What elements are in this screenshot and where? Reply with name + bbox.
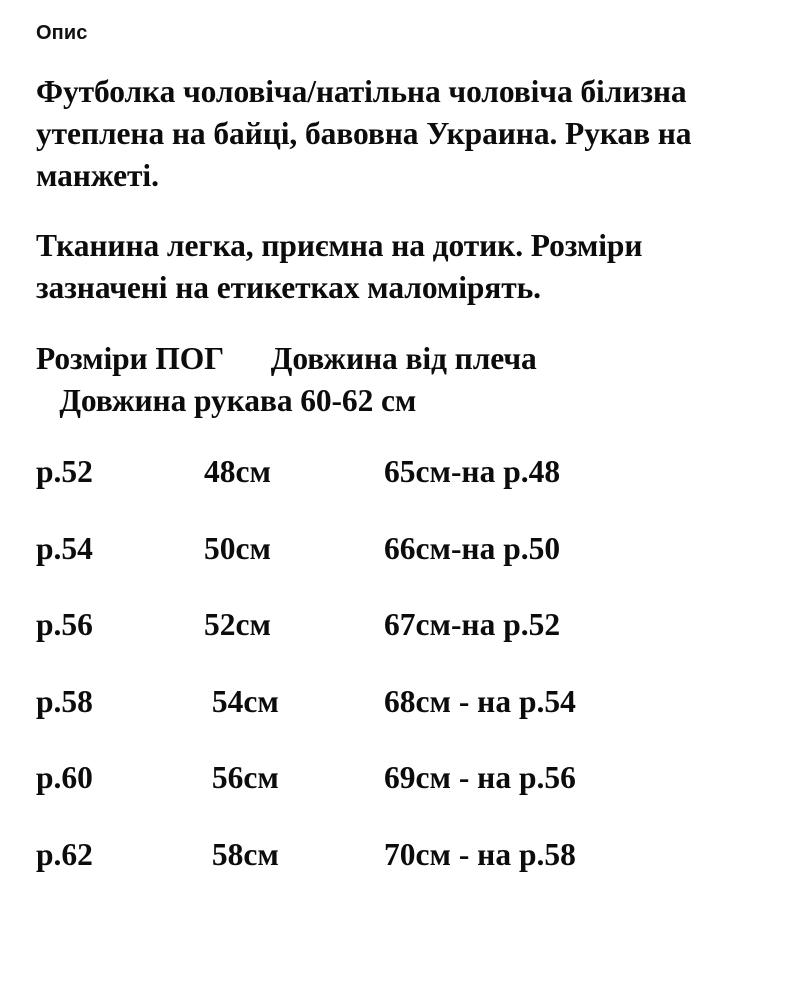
table-row (36, 762, 762, 839)
description-paragraph-1: Футболка чоловіча/натільна чоловіча білизна утеплена на байці, бавовна Украина. Рукав на манжеті. (36, 74, 692, 193)
cell-chest: 56см (204, 760, 279, 796)
table-row (36, 686, 762, 763)
cell-chest: 58см (204, 836, 279, 872)
cell-size: р.60 (36, 760, 93, 796)
size-table (36, 456, 762, 915)
cell-size: р.58 (36, 683, 93, 719)
description-paragraph-2: Тканина легка, приємна на дотик. Розміри зазначені на етикетках маломірять. (36, 227, 643, 305)
table-row (36, 839, 762, 916)
cell-size: р.56 (36, 607, 93, 643)
table-row (36, 609, 762, 686)
size-table-heading-line-2: Довжина рукава 60-62 см (36, 383, 417, 419)
section-label-description: Опис (36, 22, 88, 44)
cell-length: 70см - на р.58 (384, 836, 576, 872)
cell-size: р.54 (36, 530, 93, 566)
cell-chest: 50см (204, 530, 271, 566)
cell-length: 67см-на р.52 (384, 607, 561, 643)
size-table-heading-line-1: Розміри ПОГ Довжина від плеча (36, 341, 537, 377)
cell-chest: 54см (204, 683, 279, 719)
cell-size: р.62 (36, 836, 93, 872)
cell-length: 65см-на р.48 (384, 454, 561, 490)
cell-length: 69см - на р.56 (384, 760, 576, 796)
table-row (36, 456, 762, 533)
cell-chest: 48см (204, 454, 271, 490)
cell-length: 68см - на р.54 (384, 683, 576, 719)
cell-length: 66см-на р.50 (384, 530, 561, 566)
cell-chest: 52см (204, 607, 271, 643)
size-table-body (36, 456, 762, 915)
cell-size: р.52 (36, 454, 93, 490)
size-table-heading (36, 338, 762, 422)
table-row (36, 533, 762, 610)
